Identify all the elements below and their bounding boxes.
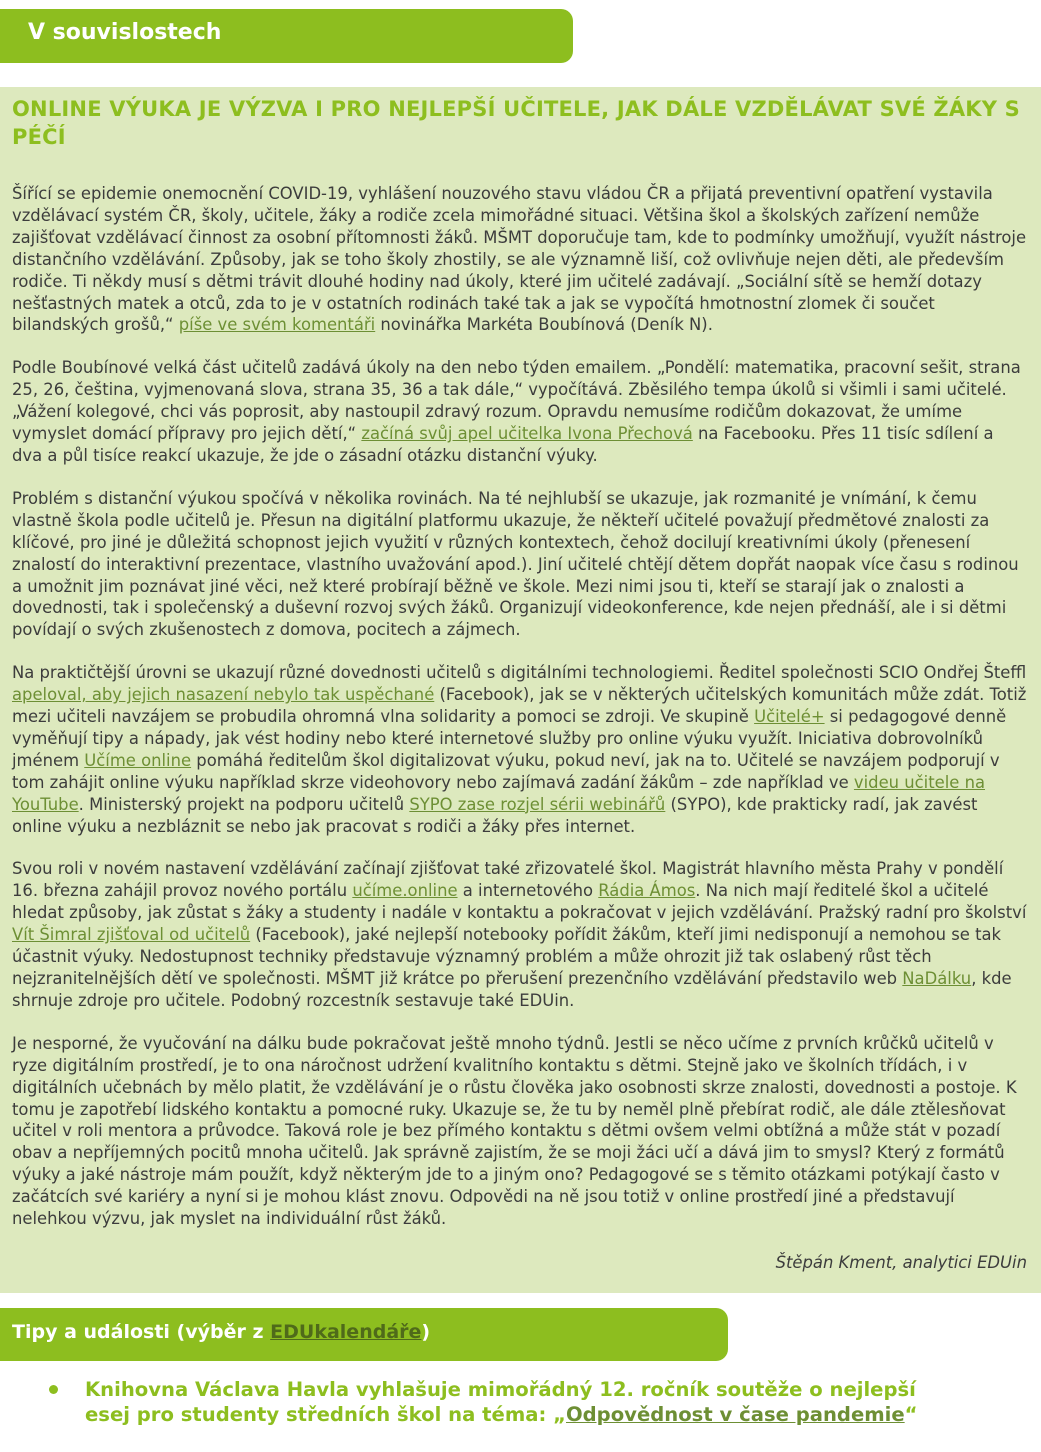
section-title-suffix: ) bbox=[421, 1321, 431, 1343]
section-title-prefix: Tipy a události (výběr z bbox=[12, 1321, 271, 1343]
article-paragraph bbox=[12, 858, 1027, 1011]
section-title: V souvislostech bbox=[28, 20, 222, 45]
paragraph-text: Problém s distanční výukou spočívá v několika rovinách. Na té nejhlubší se ukazuje, jak rozmanité je vnímání, k čemu vlastně škola podle učitelů je. Přesun na digitální platformu ukazuje, že někteří učitelé považují předmětové znalosti za klíčové, pro jiné je důležitá schopnost jejich využití v různých kontextech, čehož docilují kreativními úkoly (přenesení znalostí do interaktivní prezentace, vlastního uvažování apod.). Jiní učitelé chtějí dětem dopřát naopak více času s rodinou a umožnit jim poznávat jiné věci, než které probírají běžně ve škole. Mezi nimi jsou ti, kteří se starají jak o znalosti a dovednosti, tak i společenský a duševní rozvoj svých žáků. Organizují videokonference, kde nejen přednáší, ale i si dětmi povídají o svých zkušenostech z domova, pocitech a zájmech. bbox=[12, 488, 1019, 640]
paragraph-text: pomáhá ředitelům škol digitalizovat výuku, pokud neví, jak na to. Učitelé se navzájem podporují v tom zahájit online výuku například skrze videohovory nebo zajímavá zadání žákům – zde například ve bbox=[12, 750, 1000, 792]
paragraph-text: Na praktičtější úrovni se ukazují různé dovednosti učitelů s digitálními technologiemi. Ředitel společnosti SCIO Ondřej Šteffl bbox=[12, 663, 1027, 683]
event-link[interactable]: Odpovědnost v čase pandemie bbox=[566, 1403, 905, 1426]
sypo-webinars-link[interactable]: SYPO zase rozjel sérii webinářů bbox=[409, 794, 666, 814]
ucime-online-link[interactable]: Učíme online bbox=[84, 750, 192, 770]
paragraph-text: novinářka Markéta Boubínová (Deník N). bbox=[375, 315, 713, 335]
paragraph-text: a internetového bbox=[457, 881, 599, 901]
comment-link[interactable]: píše ve svém komentáři bbox=[178, 315, 376, 335]
paragraph-text: (SYPO), kde prakticky radí, jak zavést online výuku a nezbláznit se nebo jak pracovat s rodiči a žáky přes internet. bbox=[12, 794, 978, 836]
article-paragraph bbox=[12, 357, 1027, 467]
event-suffix: “ bbox=[904, 1403, 918, 1426]
paragraph-text: (Facebook), jak se v některých učitelských komunitách může zdát. Totiž mezi učiteli navzájem se probudila ohromná vlna solidarity a pomoci se zdroji. Ve skupině bbox=[12, 685, 1027, 727]
section-header-tips bbox=[0, 1308, 728, 1361]
paragraph-text: Šířící se epidemie onemocnění COVID-19, vyhlášení nouzového stavu vládou ČR a přijatá preventivní opatření vystavila vzdělávací systém ČR, školy, učitele, žáky a rodiče zcela mimořádné situaci. Většina škol a školských zařízení nemůže zajišťovat vzdělávací činnost za osobní přítomnosti žáků. MŠMT doporučuje tam, kde to podmínky umožňují, využít nástroje distančního vzdělávání. Způsoby, jak se toho školy zhostily, se ale významně liší, což ovlivňuje nejen děti, ale především rodiče. Ti někdy musí s dětmi trávit dlouhé hodiny nad úkoly, které jim učitelé zadávají. „Sociální sítě se hemží dotazy nešťastných matek a otců, zda to je v ostatních rodinách také tak a jak se vypočítá hmotnostní zlomek či součet bilandských grošů,“ bbox=[12, 184, 1027, 335]
ucime-portal-link[interactable]: učíme.online bbox=[352, 881, 458, 901]
article-signature: Štěpán Kment, analytici EDUin bbox=[775, 1252, 1027, 1272]
article-headline: ONLINE VÝUKA JE VÝZVA I PRO NEJLEPŠÍ UČITELE, JAK DÁLE VZDĚLÁVAT SVÉ ŽÁKY S PÉČÍ bbox=[12, 97, 1021, 149]
article-box bbox=[0, 87, 1041, 1293]
list-item bbox=[0, 1377, 1041, 1427]
paragraph-text: (Facebook), jaké nejlepší notebooky pořídit žákům, kteří jimi nedisponují a nemohou se tak účastnit výuky. Nedostupnost techniky představuje významný problém a může ohrozit již tak oslabený růst těch nejzranitelnějších dětí ve společnosti. MŠMT již krátce po přerušení prezenčního vzdělávání představilo web bbox=[12, 925, 1002, 988]
edukalendar-link[interactable]: EDUkalendáře bbox=[270, 1321, 422, 1343]
paragraph-text: na Facebooku. Přes 11 tisíc sdílení a dva a půl tisíce reakcí ukazuje, že jde o zásadní otázku distanční výuky. bbox=[12, 424, 994, 465]
paragraph-text: . Ministerský projekt na podporu učitelů bbox=[78, 794, 410, 814]
paragraph-text: Je nesporné, že vyučování na dálku bude pokračovat ještě mnoho týdnů. Jestli se něco učíme z prvních krůčků učitelů v ryze digitálním prostředí, je to ona náročnost udržení kvalitního kontaktu s dětmi. Stejně jako ve školních třídách, i v digitálních učebnách by mělo platit, že vzdělávání je o růstu člověka jako osobnosti skrze znalosti, dovednosti a postoje. K tomu je zapotřebí lidského kontaktu a pomocné ruky. Ukazuje se, že tu by neměl plně přebírat rodič, ale dále ztělesňovat učitel v roli mentora a průvodce. Taková role je bez přímého kontaktu s dětmi ovšem velmi obtížná a může stát v pozadí obav a nepříjemných pocitů mnoha učitelů. Jak správně zajistím, že se moji žáci učí a dává jim to smysl? Který z formátů výuky a jaké nástroje mám použít, když některým jde to a jiným ono? Pedagogové se s těmito otázkami potýkají často v začátcích své kariéry a nyní si je mohou klást znovu. Odpovědi na ně jsou totiž v online prostředí jiné a představují nelehkou výzvu, jak myslet na individuální růst žáků. bbox=[12, 1033, 1017, 1229]
ucitele-plus-link[interactable]: Učitelé+ bbox=[754, 707, 825, 727]
article-paragraph bbox=[12, 1033, 1027, 1230]
event-description: Knihovna Václava Havla vyhlašuje mimořádný 12. ročník soutěže o nejlepší esej pro studenty středních škol na téma: „ bbox=[85, 1378, 916, 1426]
events-list bbox=[0, 1377, 1041, 1427]
steffl-link[interactable]: apeloval, aby jejich nasazení nebylo tak uspěchané bbox=[12, 685, 435, 705]
paragraph-text: Podle Boubínové velká část učitelů zadává úkoly na den nebo týden emailem. „Pondělí: matematika, pracovní sešit, strana 25, 26, čeština, vyjmenovaná slova, strana 35, 36 a tak dále,“ vypočítává. Zběsilého tempa úkolů si všimli i sami učitelé. „Vážení kolegové, chci vás poprosit, aby nastoupil zdravý rozum. Opravdu nemusíme rodičům dokazovat, že umíme vymyslet domácí přípravy pro jejich dětí,“ bbox=[12, 358, 1021, 444]
appeal-link[interactable]: začíná svůj apel učitelka Ivona Přechová bbox=[361, 424, 693, 444]
paragraph-text: , kde shrnuje zdroje pro učitele. Podobný rozcestník sestavuje také EDUin. bbox=[12, 969, 1012, 1010]
paragraph-text: si pedagogové denně vyměňují tipy a nápady, jak vést hodiny nebo které internetové služby pro online výuku využít. Iniciativa dobrovolníků jménem bbox=[12, 707, 1007, 770]
section-header-context bbox=[0, 9, 573, 63]
event-text bbox=[85, 1377, 965, 1427]
article-paragraph bbox=[12, 183, 1027, 336]
radio-amos-link[interactable]: Rádia Ámos bbox=[598, 881, 696, 901]
paragraph-text: . Na nich mají ředitelé škol a učitelé hledat způsoby, jak zůstat s žáky a studenty i nadále v kontaktu a pokračovat v jejich vzdělávání. Pražský radní pro školství bbox=[12, 881, 1027, 923]
article-paragraph bbox=[12, 488, 1027, 641]
youtube-video-link[interactable]: videu učitele na YouTube bbox=[12, 772, 986, 814]
nadalku-link[interactable]: NaDálku bbox=[902, 969, 972, 988]
bullet-icon bbox=[49, 1385, 58, 1394]
simral-link[interactable]: Vít Šimral zjišťoval od učitelů bbox=[12, 925, 251, 945]
paragraph-text: Svou roli v novém nastavení vzdělávání začínají zjišťovat také zřizovatelé škol. Magistrát hlavního města Prahy v pondělí 16. března zahájil provoz nového portálu bbox=[12, 859, 1004, 901]
article-paragraph bbox=[12, 662, 1027, 837]
